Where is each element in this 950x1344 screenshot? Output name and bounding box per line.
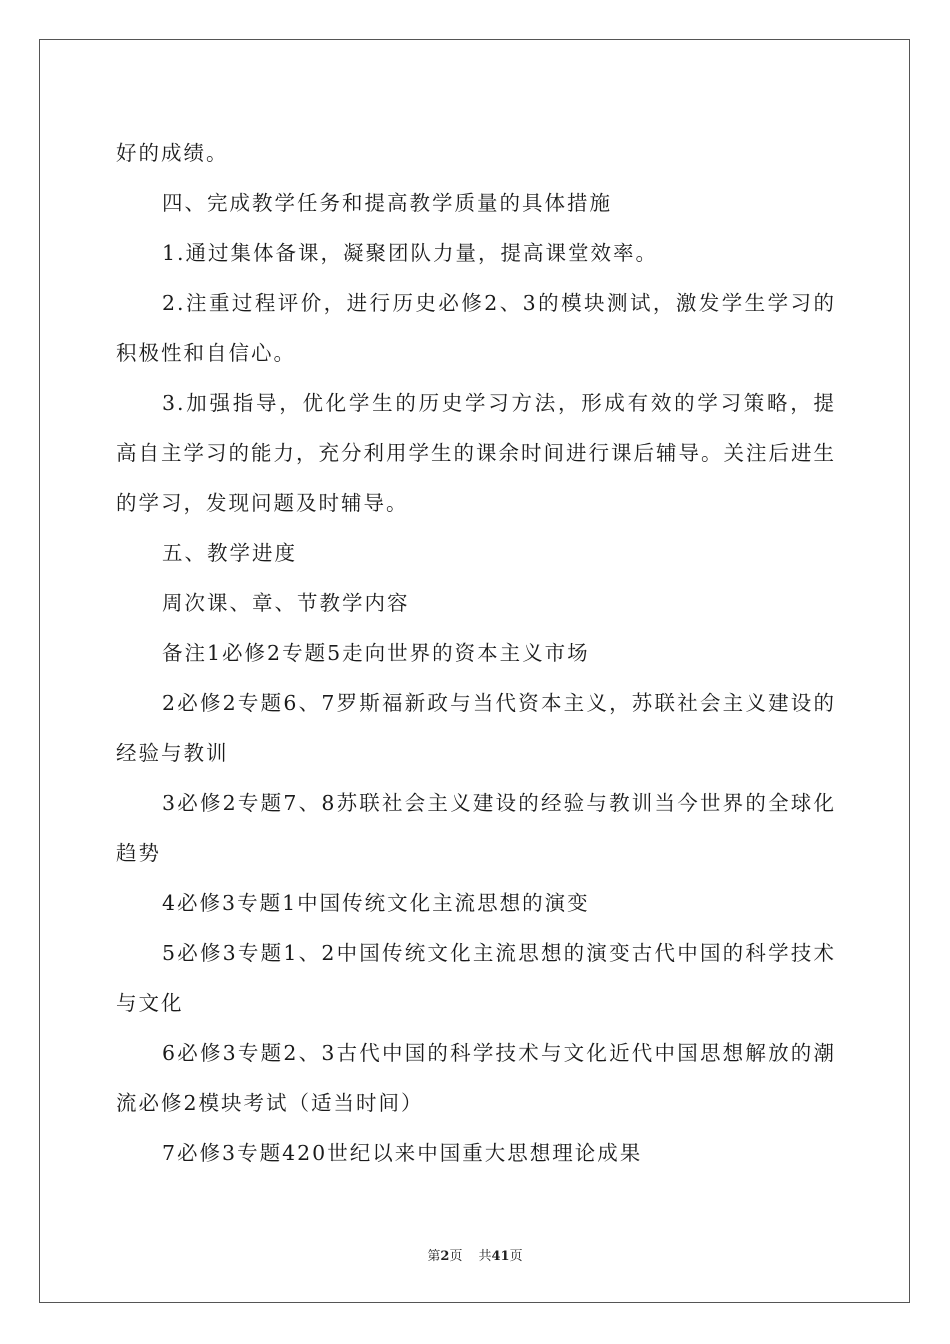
- paragraph: 2.注重过程评价，进行历史必修2、3的模块测试，激发学生学习的积极性和自信心。: [116, 291, 836, 365]
- paragraph: 5必修3专题1、2中国传统文化主流思想的演变古代中国的科学技术与文化: [116, 941, 836, 1015]
- paragraph: 3必修2专题7、8苏联社会主义建设的经验与教训当今世界的全球化趋势: [116, 791, 836, 865]
- page-suffix: 页: [449, 1249, 463, 1264]
- paragraph: 4必修3专题1中国传统文化主流思想的演变: [162, 891, 590, 915]
- paragraph: 周次课、章、节教学内容: [162, 591, 410, 615]
- paragraph: 7必修3专题420世纪以来中国重大思想理论成果: [162, 1141, 643, 1165]
- total-suffix: 页: [509, 1249, 523, 1264]
- paragraph: 2必修2专题6、7罗斯福新政与当代资本主义，苏联社会主义建设的经验与教训: [116, 691, 836, 765]
- page-prefix: 第: [427, 1249, 441, 1264]
- paragraph: 6必修3专题2、3古代中国的科学技术与文化近代中国思想解放的潮流必修2模块考试（适当时间）: [116, 1041, 836, 1115]
- page-number: 2: [440, 1249, 450, 1264]
- page-footer: [0, 1245, 950, 1264]
- document-body: [116, 128, 836, 1178]
- total-prefix: 共: [478, 1249, 492, 1264]
- paragraph: 3.加强指导，优化学生的历史学习方法，形成有效的学习策略，提高自主学习的能力，充分利用学生的课余时间进行课后辅导。关注后进生的学习，发现问题及时辅导。: [116, 391, 836, 515]
- total-pages: 41: [491, 1249, 510, 1264]
- paragraph: 1.通过集体备课，凝聚团队力量，提高课堂效率。: [162, 241, 659, 265]
- section-heading: 四、完成教学任务和提高教学质量的具体措施: [162, 191, 612, 215]
- section-heading: 五、教学进度: [162, 541, 297, 565]
- paragraph: 备注1必修2专题5走向世界的资本主义市场: [162, 641, 590, 665]
- paragraph: 好的成绩。: [116, 141, 229, 165]
